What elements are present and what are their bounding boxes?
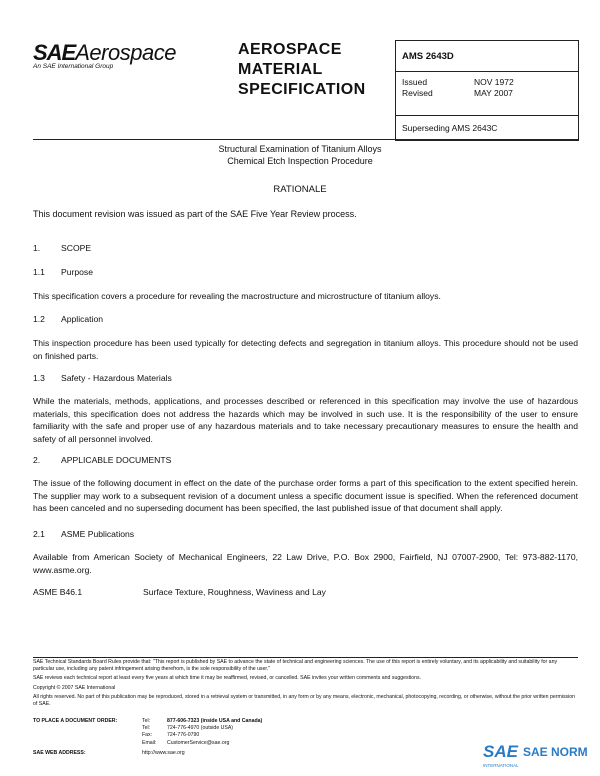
fax-label: Fax: [142,732,153,739]
section-1-title: SCOPE [61,243,92,253]
section-1-1-heading [33,266,93,279]
section-1-3-heading [33,372,172,385]
document-title-line-2: Chemical Etch Inspection Procedure [227,156,373,166]
section-1-1-number: 1.1 [33,267,45,277]
tel2-value: 724-776-4970 (outside USA) [167,725,234,732]
document-title [0,143,600,167]
reference-title: Surface Texture, Roughness, Waviness and Lay [143,587,326,597]
title-line-2: MATERIAL [238,61,323,78]
footer-board-rules: SAE Technical Standards Board Rules provide that: "This report is published by SAE to advance the state of technical and engineering sciences. The use of this report is entirely voluntary, and its applicability and suitability for any particular use, including any patent infringement arising therefrom, is the sole responsibility of the user." [33,659,558,673]
document-number: AMS 2643D [402,51,454,62]
logo-tagline: An SAE International Group [33,63,114,70]
box-divider-2 [396,115,578,116]
rationale-text: This document revision was issued as part of the SAE Five Year Review process. [33,209,357,219]
section-1-3-number: 1.3 [33,373,45,383]
footer-rule [33,657,578,658]
sae-aerospace-logo [33,40,223,70]
logo-sae: SAE [33,40,76,65]
footer-block [33,659,578,708]
section-1-2-number: 1.2 [33,314,45,324]
section-2-text: The issue of the following document in effect on the date of the purchase order forms a part of this specification to the extent specified herein. The supplier may work to a subsequent revision of a document unless a specific document issue is specified. When the referenced document has been canceled and no superseding document has been specified, the last published issue of that document shall apply. [33,478,578,513]
sae-norm-watermark [483,742,598,772]
section-1-2-title: Application [61,314,104,324]
section-2-1-title: ASME Publications [61,529,135,539]
section-1-2-text: This inspection procedure has been used typically for detecting defects and segregation in titanium alloys. This procedure should not be used on finished parts. [33,338,578,361]
document-info-box [395,40,579,141]
email-label: Email: [142,739,157,746]
rationale-heading: RATIONALE [273,184,327,195]
issued-label: Issued [402,77,428,87]
footer-review-note: SAE reviews each technical report at least every five years at which time it may be reaffirmed, revised, or cancelled. SAE invites your written comments and suggestions. [33,675,421,682]
footer-rights: All rights reserved. No part of this publication may be reproduced, stored in a retrieval system or transmitted, in any form or by any means, electronic, mechanical, photocopying, recording, or otherwise, without the prior written permission of SAE. [33,693,576,708]
section-1-1-title: Purpose [61,267,94,277]
revised-date: MAY 2007 [474,88,513,98]
section-1-1-text: This specification covers a procedure for revealing the macrostructure and microstructure of titanium alloys. [33,291,441,301]
superseding-note: Superseding AMS 2643C [402,123,498,133]
title-line-1: AEROSPACE [238,41,342,58]
order-contacts [142,718,262,747]
tel-value: 877-606-7323 (inside USA and Canada) [167,718,263,724]
reference-code: ASME B46.1 [33,587,83,597]
tel2-label: Tel: [142,725,151,732]
reference-entry [33,586,326,599]
watermark-sub: INTERNATIONAL [483,763,519,768]
section-1-2-heading [33,313,103,326]
order-label: TO PLACE A DOCUMENT ORDER: [33,718,118,724]
watermark-sae: SAE [483,742,518,761]
section-1-3-text: While the materials, methods, applications, and processes described or referenced in this specification may involve the use of hazardous materials, this specification does not address the hazards which may be involved in such use. It is the responsibility of the user to ensure familiarity with the safe and proper use of any hazardous materials and to take necessary precautionary measures to ensure the health and safety of all personnel involved. [33,396,578,444]
watermark-norm: SAE NORM [523,745,588,759]
title-line-3: SPECIFICATION [238,81,366,98]
section-1-number: 1. [33,243,41,253]
section-2-heading [33,454,171,467]
header-rule [33,139,578,140]
email-value[interactable]: CustomerService@sae.org [167,739,230,746]
issued-date: NOV 1972 [474,77,514,87]
logo-aerospace: Aerospace [75,40,176,65]
section-2-number: 2. [33,455,41,465]
box-divider-1 [396,71,578,72]
section-1-heading [33,242,91,255]
tel-label: Tel: [142,718,151,724]
section-2-1-number: 2.1 [33,529,45,539]
section-2-title: APPLICABLE DOCUMENTS [61,455,172,465]
revised-label: Revised [402,88,433,98]
section-2-1-heading [33,528,134,541]
document-type-title [238,40,366,100]
web-label: SAE WEB ADDRESS: [33,750,86,756]
document-title-line-1: Structural Examination of Titanium Alloys [218,144,382,154]
footer-copyright: Copyright © 2007 SAE International [33,684,116,691]
section-1-3-title: Safety - Hazardous Materials [61,373,172,383]
fax-value: 724-776-0790 [167,732,200,739]
web-value[interactable]: http://www.sae.org [142,750,185,756]
section-2-1-text: Available from American Society of Mechanical Engineers, 22 Law Drive, P.O. Box 2900, Fairfield, NJ 07007-2900, Tel: 973-882-1170, www.asme.org. [33,552,578,575]
